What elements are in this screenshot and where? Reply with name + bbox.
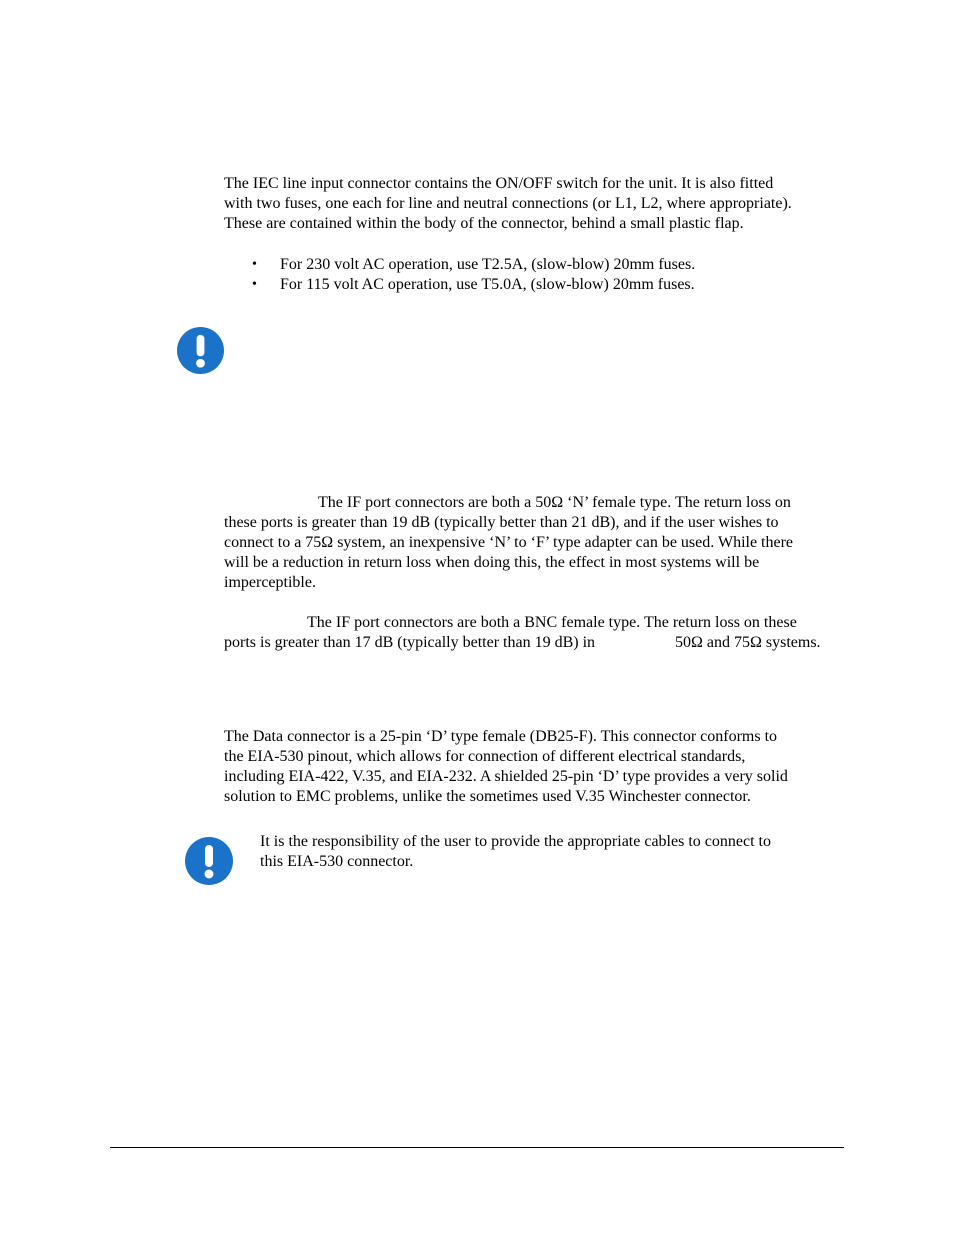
if-n-line-3: connect to a 75Ω system, an inexpensive ‘N’ to ‘F’ type adapter can be used. While there [224,534,794,551]
if-n-line-1: The IF port connectors are both a 50Ω ‘N’ female type. The return loss on [318,494,791,511]
note-line-1: It is the responsibility of the user to provide the appropriate cables to connect to [260,833,771,850]
data-connector-paragraph [224,727,788,807]
iec-line-3: These are contained within the body of the connector, behind a small plastic flap. [224,215,744,232]
if-bnc-line-2-end: 50Ω and 75Ω systems. [675,634,821,651]
data-line-2: the EIA-530 pinout, which allows for connection of different electrical standards, [224,748,746,765]
fuse-bullet-230v: For 230 volt AC operation, use T2.5A, (slow-blow) 20mm fuses. [280,256,696,273]
if-n-line-5: imperceptible. [224,574,316,591]
if-n-type-paragraph [224,493,793,593]
fuse-bullet-115v: For 115 volt AC operation, use T5.0A, (slow-blow) 20mm fuses. [280,276,695,293]
note-paragraph [260,832,771,872]
iec-line-1: The IEC line input connector contains the ON/OFF switch for the unit. It is also fitted [224,175,774,192]
note-line-2: this EIA-530 connector. [260,853,414,870]
if-bnc-line-2 [224,633,844,653]
if-bnc-paragraph [224,613,844,653]
important-icon [177,327,224,374]
if-bnc-line-1: The IF port connectors are both a BNC female type. The return loss on these [307,614,797,631]
if-n-line-2: these ports is greater than 19 dB (typically better than 21 dB), and if the user wishes to [224,514,779,531]
bullet-symbol: • [252,257,257,272]
footer-rule [110,1147,844,1148]
data-line-1: The Data connector is a 25-pin ‘D’ type female (DB25-F). This connector conforms to [224,728,778,745]
iec-line-2: with two fuses, one each for line and neutral connections (or L1, L2, where appropriate). [224,195,792,212]
if-n-line-4: will be a reduction in return loss when doing this, the effect in most systems will be [224,554,760,571]
if-bnc-line-2-start: ports is greater than 17 dB (typically better than 19 dB) in [224,634,596,651]
bullet-symbol: • [252,277,257,292]
data-line-3: including EIA-422, V.35, and EIA-232. A shielded 25-pin ‘D’ type provides a very solid [224,768,788,785]
data-line-4: solution to EMC problems, unlike the sometimes used V.35 Winchester connector. [224,788,751,805]
important-icon [185,837,233,885]
iec-paragraph [224,174,792,234]
